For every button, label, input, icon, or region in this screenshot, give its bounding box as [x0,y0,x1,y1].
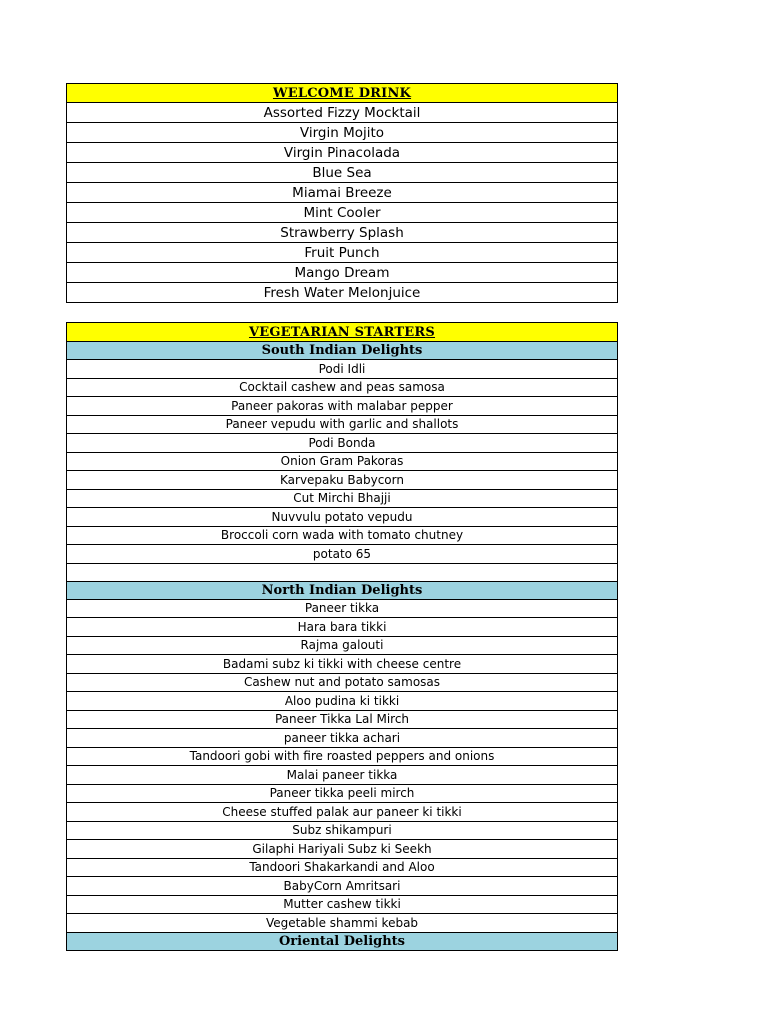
starter-item-cell: Nuvvulu potato vepudu [67,508,618,527]
vegetarian-starters-table [66,322,618,951]
starter-item [67,508,618,527]
starter-item [67,840,618,859]
drink-item-cell: Virgin Mojito [67,123,618,143]
welcome-drink-header-row [67,84,618,103]
drink-item [67,183,618,203]
section-header-cell: South Indian Delights [67,342,618,360]
starter-item [67,526,618,545]
starter-item-cell: Podi Idli [67,360,618,379]
drink-item [67,163,618,183]
drink-item-cell: Mint Cooler [67,203,618,223]
starter-item-cell: Malai paneer tikka [67,766,618,785]
drink-item-cell: Virgin Pinacolada [67,143,618,163]
starter-item-cell: Hara bara tikki [67,618,618,637]
starter-item-cell: Gilaphi Hariyali Subz ki Seekh [67,840,618,859]
section-header [67,342,618,360]
starter-item [67,545,618,564]
starter-item [67,821,618,840]
drink-item-cell: Fruit Punch [67,243,618,263]
drink-item [67,103,618,123]
section-header [67,581,618,599]
starter-item-cell: Paneer tikka peeli mirch [67,784,618,803]
starter-item-cell: Podi Bonda [67,434,618,453]
starter-item [67,452,618,471]
starter-item [67,803,618,822]
welcome-drink-title: WELCOME DRINK [67,84,618,103]
starter-item [67,434,618,453]
starter-item [67,692,618,711]
starter-item-cell: Aloo pudina ki tikki [67,692,618,711]
starter-item-cell: Vegetable shammi kebab [67,914,618,933]
starter-item [67,710,618,729]
starter-item-cell: Subz shikampuri [67,821,618,840]
drink-item-cell: Mango Dream [67,263,618,283]
starter-item [67,563,618,581]
starter-item [67,360,618,379]
starter-item [67,655,618,674]
section-header-cell: North Indian Delights [67,581,618,599]
starter-item-cell: Paneer tikka [67,599,618,618]
starter-item-cell [67,563,618,581]
starter-item [67,471,618,490]
starter-item-cell: Tandoori Shakarkandi and Aloo [67,858,618,877]
drink-item-cell: Miamai Breeze [67,183,618,203]
starter-item [67,766,618,785]
starter-item [67,914,618,933]
starter-item-cell: Cashew nut and potato samosas [67,673,618,692]
starter-item [67,415,618,434]
drink-item [67,123,618,143]
starter-item-cell: Paneer Tikka Lal Mirch [67,710,618,729]
drink-item [67,243,618,263]
drink-item-cell: Assorted Fizzy Mocktail [67,103,618,123]
starter-item [67,397,618,416]
starter-item-cell: Onion Gram Pakoras [67,452,618,471]
starter-item-cell: potato 65 [67,545,618,564]
starter-item-cell: Tandoori gobi with fire roasted peppers and onions [67,747,618,766]
starter-item [67,599,618,618]
starter-item [67,877,618,896]
starter-item [67,747,618,766]
starter-item [67,489,618,508]
starter-item [67,895,618,914]
starter-item-cell: Paneer pakoras with malabar pepper [67,397,618,416]
starter-item [67,636,618,655]
starter-item-cell: Karvepaku Babycorn [67,471,618,490]
starter-item-cell: Cut Mirchi Bhajji [67,489,618,508]
section-header-cell: Oriental Delights [67,932,618,950]
starter-item-cell: paneer tikka achari [67,729,618,748]
section-header [67,932,618,950]
drink-item [67,203,618,223]
drink-item [67,283,618,303]
drink-item [67,263,618,283]
starter-item-cell: Cheese stuffed palak aur paneer ki tikki [67,803,618,822]
starter-item [67,858,618,877]
starter-item-cell: Mutter cashew tikki [67,895,618,914]
starter-item-cell: Rajma galouti [67,636,618,655]
starter-item-cell: Broccoli corn wada with tomato chutney [67,526,618,545]
starter-item [67,729,618,748]
vegetarian-starters-header-row [67,323,618,342]
drink-item [67,143,618,163]
starter-item-cell: Badami subz ki tikki with cheese centre [67,655,618,674]
starter-item [67,784,618,803]
drink-item [67,223,618,243]
drink-item-cell: Fresh Water Melonjuice [67,283,618,303]
starter-item [67,673,618,692]
vegetarian-starters-title: VEGETARIAN STARTERS [67,323,618,342]
starter-item [67,618,618,637]
drink-item-cell: Blue Sea [67,163,618,183]
starter-item-cell: Cocktail cashew and peas samosa [67,378,618,397]
starter-item [67,378,618,397]
starter-item-cell: Paneer vepudu with garlic and shallots [67,415,618,434]
starter-item-cell: BabyCorn Amritsari [67,877,618,896]
welcome-drink-table [66,83,618,303]
drink-item-cell: Strawberry Splash [67,223,618,243]
